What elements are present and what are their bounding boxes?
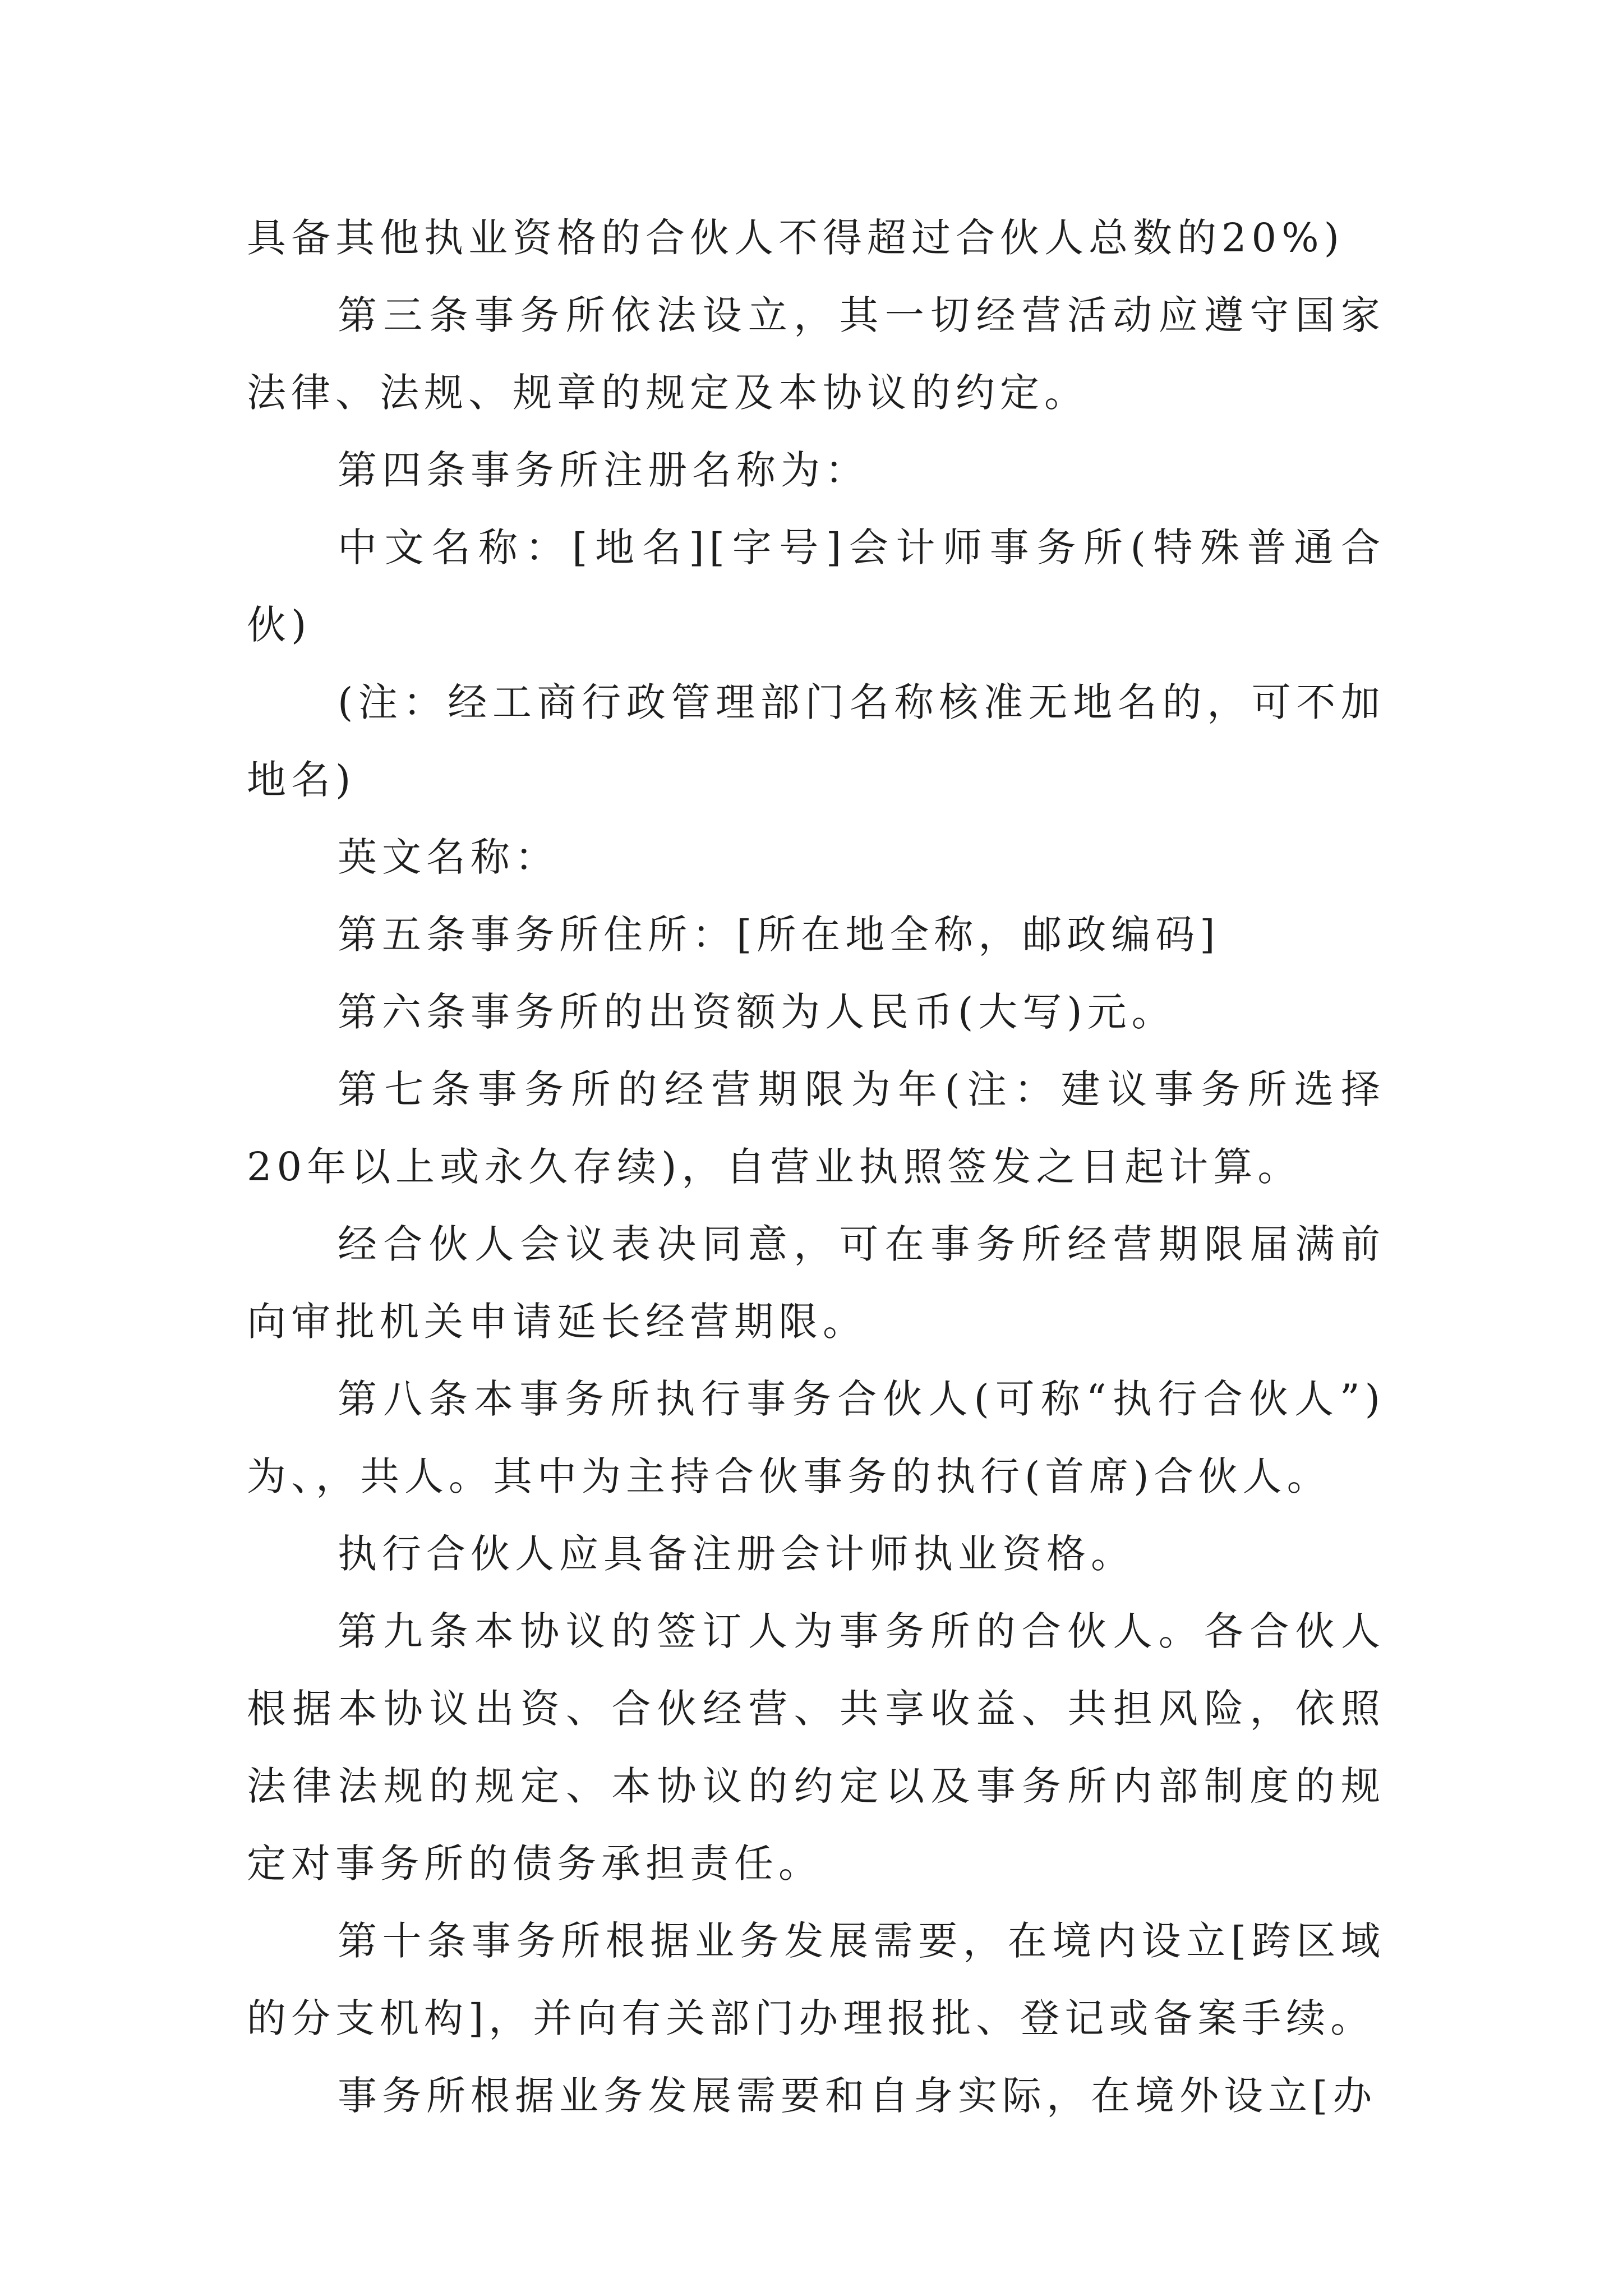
paragraph-chinese-name: 中文名称：[地名][字号]会计师事务所(特殊普通合伙) <box>247 524 1385 648</box>
paragraph-article-9: 第九条本协议的签订人为事务所的合伙人。各合伙人根据本协议出资、合伙经营、共享收益、共担风险，依照法律法规的规定、本协议的约定以及事务所内部制度的规定对事务所的债务承担责任。 <box>247 1608 1385 1887</box>
paragraph-article-8: 第八条本事务所执行事务合伙人(可称“执行合伙人”)为、，共人。其中为主持合伙事务的执行(首席)合伙人。 <box>247 1376 1385 1499</box>
paragraph-article-10: 第十条事务所根据业务发展需要，在境内设立[跨区域的分支机构]，并向有关部门办理报批、登记或备案手续。 <box>247 1918 1385 2041</box>
paragraph-article-6: 第六条事务所的出资额为人民币(大写)元。 <box>338 989 1176 1035</box>
paragraph-article-4: 第四条事务所注册名称为： <box>338 447 869 493</box>
paragraph-article-5: 第五条事务所住所：[所在地全称，邮政编码] <box>338 912 1220 958</box>
document-body <box>247 199 1385 2134</box>
paragraph-article-3: 第三条事务所依法设立，其一切经营活动应遵守国家法律、法规、规章的规定及本协议的约定。 <box>247 292 1385 416</box>
paragraph-continuation-partner-qualification: 具备其他执业资格的合伙人不得超过合伙人总数的20%) <box>247 215 1344 261</box>
paragraph-term-extension: 经合伙人会议表决同意，可在事务所经营期限届满前向审批机关申请延长经营期限。 <box>247 1221 1385 1345</box>
paragraph-english-name: 英文名称： <box>338 834 559 880</box>
paragraph-overseas-branch: 事务所根据业务发展需要和自身实际，在境外设立[办 <box>338 2073 1377 2119</box>
paragraph-article-7: 第七条事务所的经营期限为年(注：建议事务所选择20年以上或永久存续)，自营业执照签发之日起计算。 <box>247 1066 1385 1190</box>
paragraph-name-note: (注：经工商行政管理部门名称核准无地名的，可不加地名) <box>247 679 1385 803</box>
paragraph-executive-qualification: 执行合伙人应具备注册会计师执业资格。 <box>338 1531 1135 1577</box>
